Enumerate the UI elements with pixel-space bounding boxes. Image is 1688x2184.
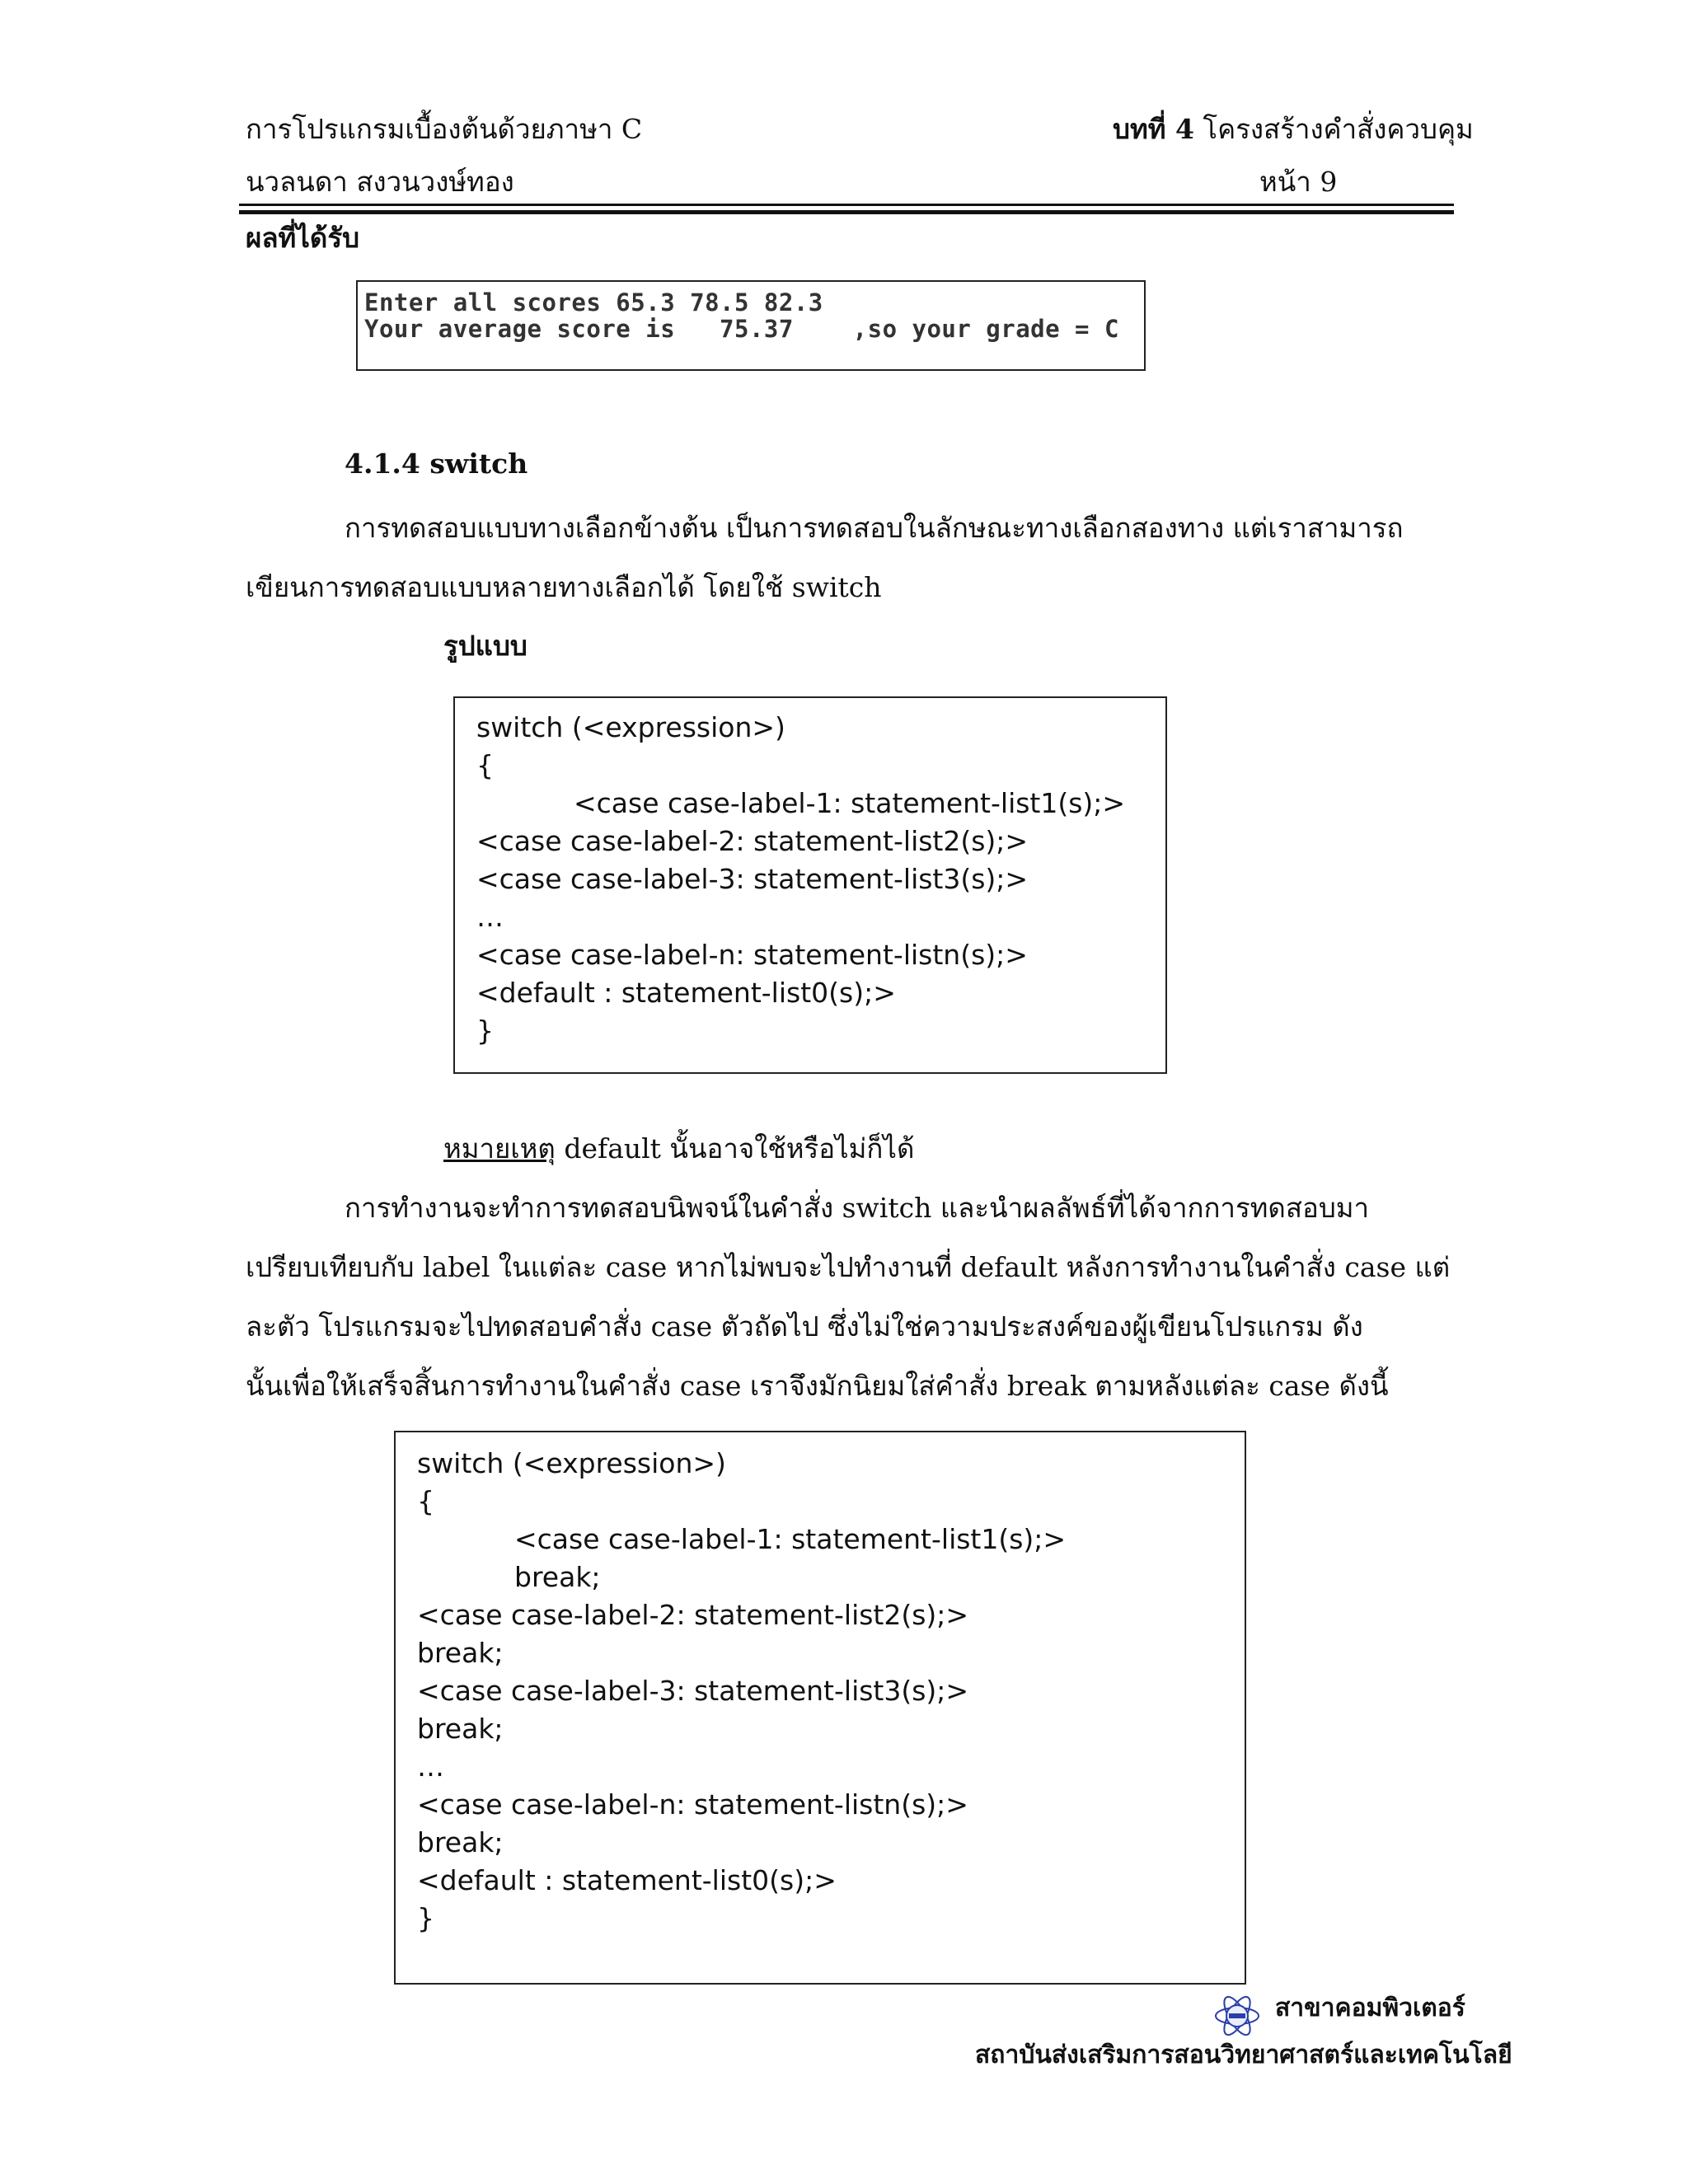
code-line: { [476,749,494,781]
code-line: } [476,1015,494,1047]
code-line: break; [417,1826,504,1858]
code-line: <case case-label-n: statement-listn(s);> [476,939,1028,971]
header-author: นวลนดา สงวนวงษ์ทอง [246,166,514,198]
code-line: switch (<expression>) [476,711,785,743]
code-line: <case case-label-1: statement-list1(s);> [514,1523,1067,1555]
note [443,1127,914,1170]
code-line: break; [417,1713,504,1745]
note-text: default นั้นอาจใช้หรือไม่ก็ได้ [555,1132,915,1165]
header-chapter-label: บทที่ 4 [1113,113,1194,145]
note-label: หมายเหตุ [443,1132,556,1165]
header-page-number: 9 [1320,166,1338,198]
paragraph-2-line-4: นั้นเพื่อให้เสร็จสิ้นการทำงานในคำสั่ง case เราจึงมักนิยมใส่คำสั่ง break ตามหลังแต่ละ case ดังนี้ [246,1370,1389,1402]
paragraph-2-line-1: การทำงานจะทำการทดสอบนิพจน์ในคำสั่ง switch และนำผลลัพธ์ที่ได้จากการทดสอบมา [345,1192,1370,1224]
code-line: break; [417,1637,504,1669]
code-line: … [417,1750,444,1783]
footer-institute: สถาบันส่งเสริมการสอนวิทยาศาสตร์และเทคโนโลยี [975,2041,1512,2069]
header-page-label: หน้า [1259,166,1311,198]
syntax-code-box [453,696,1167,1074]
console-line-2: Your average score is 75.37 ,so your grade = C [364,315,1119,343]
format-heading: รูปแบบ [443,630,528,662]
code-line: switch (<expression>) [417,1447,726,1479]
section-title: 4.1.4 switch [345,448,528,480]
console-output-box [356,280,1146,371]
code-line: <case case-label-1: statement-list1(s);> [574,787,1126,819]
code-line: { [417,1485,434,1517]
code-line: <case case-label-3: statement-list3(s);> [476,863,1029,895]
header-chapter-title: โครงสร้างคำสั่งควบคุม [1203,113,1474,145]
console-line-1: Enter all scores 65.3 78.5 82.3 [364,288,823,316]
code-line: <case case-label-2: statement-list2(s);> [476,825,1029,857]
paragraph-2-line-3: ละตัว โปรแกรมจะไปทดสอบคำสั่ง case ตัวถัดไป ซึ่งไม่ใช่ความประสงค์ของผู้เขียนโปรแกรม ดัง [246,1310,1363,1343]
code-line: <case case-label-2: statement-list2(s);> [417,1599,969,1631]
header-rule-top [239,204,1454,206]
code-line: <case case-label-n: statement-listn(s);> [417,1788,968,1821]
header-chapter [1113,107,1474,151]
header-page [1259,160,1337,204]
output-heading: ผลที่ได้รับ [246,222,360,254]
code-line: } [417,1902,434,1934]
syntax-code-box-with-break [394,1431,1246,1985]
code-line: break; [514,1561,601,1593]
footer-department: สาขาคอมพิวเตอร์ [1275,1994,1465,2022]
code-line: <default : statement-list0(s);> [476,977,896,1009]
paragraph-2-line-2: เปรียบเทียบกับ label ในแต่ละ case หากไม่พบจะไปทำงานที่ default หลังการทำงานในคำสั่ง case แต่ [246,1251,1451,1283]
code-line: … [476,901,504,933]
ipst-atom-logo-icon [1214,1993,1260,2039]
code-line: <case case-label-3: statement-list3(s);> [417,1675,969,1707]
section-paragraph-line-2: เขียนการทดสอบแบบหลายทางเลือกได้ โดยใช้ switch [246,571,882,603]
header-book-title: การโปรแกรมเบื้องต้นด้วยภาษา C [246,113,643,145]
header-rule-bottom [239,210,1454,214]
section-paragraph-line-1: การทดสอบแบบทางเลือกข้างต้น เป็นการทดสอบในลักษณะทางเลือกสองทาง แต่เราสามารถ [345,512,1404,544]
code-line: <default : statement-list0(s);> [417,1864,837,1896]
